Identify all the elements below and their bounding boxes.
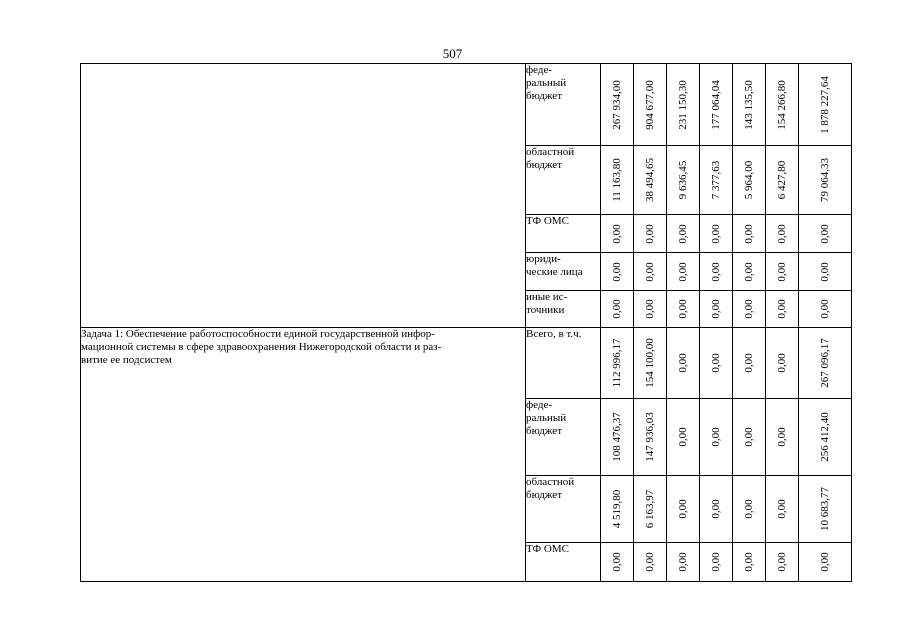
value-cell — [733, 399, 766, 476]
value-text: 0,00 — [819, 299, 831, 319]
funding-source-line: бюджет — [526, 425, 562, 437]
value-text: 0,00 — [710, 353, 722, 373]
value-cell — [700, 64, 733, 146]
value-cell — [634, 543, 667, 582]
value-text: 904 677,00 — [644, 79, 656, 130]
value-cell — [667, 476, 700, 543]
value-cell — [766, 253, 799, 291]
value-text: 0,00 — [677, 427, 689, 447]
value-text: 0,00 — [710, 499, 722, 519]
value-cell — [601, 399, 634, 476]
value-text: 0,00 — [710, 261, 722, 282]
budget-table — [80, 63, 852, 582]
value-text: 256 412,40 — [819, 412, 831, 462]
value-text: 143 135,50 — [743, 79, 755, 130]
value-text: 0,00 — [743, 261, 755, 282]
funding-source-cell — [526, 399, 601, 476]
task-description-line: мационной системы в сфере здравоохранения Нижегородской области и раз- — [81, 341, 442, 353]
value-text: 112 996,17 — [611, 338, 623, 388]
value-cell — [733, 64, 766, 146]
value-cell — [634, 64, 667, 146]
funding-source-cell — [526, 291, 601, 328]
value-text: 0,00 — [776, 552, 788, 572]
value-cell — [799, 253, 852, 291]
value-text: 0,00 — [819, 552, 831, 572]
task-description-line: витие ее подсистем — [81, 354, 172, 366]
value-cell — [799, 476, 852, 543]
funding-source-line: иные ис- — [526, 291, 568, 303]
value-cell — [667, 328, 700, 399]
value-cell — [634, 146, 667, 215]
value-text: 11 163,80 — [611, 158, 623, 202]
value-text: 177 064,04 — [710, 79, 722, 130]
funding-source-line: точники — [526, 304, 565, 316]
value-cell — [667, 146, 700, 215]
value-cell — [601, 146, 634, 215]
value-cell — [766, 291, 799, 328]
value-cell — [700, 291, 733, 328]
value-cell — [634, 253, 667, 291]
value-cell — [667, 215, 700, 253]
value-text: 0,00 — [776, 261, 788, 282]
value-text: 0,00 — [743, 353, 755, 373]
value-text: 0,00 — [776, 499, 788, 519]
value-text: 0,00 — [743, 427, 755, 447]
value-cell — [634, 399, 667, 476]
value-cell — [634, 215, 667, 253]
value-cell — [700, 476, 733, 543]
value-cell — [799, 399, 852, 476]
funding-source-cell — [526, 543, 601, 582]
value-text: 267 096,17 — [819, 338, 831, 388]
page-number: 507 — [442, 46, 463, 61]
value-text: 0,00 — [776, 299, 788, 319]
value-text: 0,00 — [677, 552, 689, 572]
value-cell — [601, 291, 634, 328]
funding-source-line: бюджет — [526, 90, 562, 102]
value-cell — [700, 543, 733, 582]
value-text: 0,00 — [677, 223, 689, 244]
value-cell — [634, 291, 667, 328]
funding-source-line: феде- — [526, 64, 553, 76]
funding-source-line: областной — [526, 476, 575, 488]
value-cell — [667, 543, 700, 582]
value-cell — [700, 399, 733, 476]
value-cell — [733, 253, 766, 291]
funding-source-line: бюджет — [526, 489, 562, 501]
value-cell — [601, 476, 634, 543]
value-text: 7 377,63 — [710, 160, 722, 200]
value-text: 0,00 — [677, 261, 689, 282]
value-cell — [733, 146, 766, 215]
value-text: 79 064,33 — [819, 158, 831, 202]
value-text: 38 494,65 — [644, 158, 656, 202]
value-text: 231 150,30 — [677, 79, 689, 130]
value-text: 154 100,00 — [644, 338, 656, 388]
value-cell — [733, 291, 766, 328]
value-cell — [700, 215, 733, 253]
funding-source-cell — [526, 215, 601, 253]
value-cell — [799, 291, 852, 328]
value-text: 0,00 — [611, 223, 623, 244]
value-text: 0,00 — [819, 223, 831, 244]
funding-source-line: ческие лица — [526, 266, 583, 278]
value-text: 0,00 — [644, 223, 656, 244]
funding-source-cell — [526, 253, 601, 291]
value-text: 0,00 — [743, 552, 755, 572]
value-cell — [667, 64, 700, 146]
funding-source-line: ральный — [526, 77, 567, 89]
funding-source-line: юриди- — [526, 253, 561, 265]
value-cell — [601, 215, 634, 253]
value-text: 0,00 — [710, 427, 722, 447]
value-cell — [667, 291, 700, 328]
value-text: 0,00 — [644, 261, 656, 282]
value-text: 4 519,80 — [611, 489, 623, 529]
task-description-cell — [81, 328, 526, 582]
funding-source-line: ральный — [526, 412, 567, 424]
value-text: 10 683,77 — [819, 487, 831, 531]
value-text: 1 878 227,64 — [819, 75, 831, 134]
value-text: 0,00 — [776, 353, 788, 373]
value-text: 0,00 — [644, 299, 656, 319]
value-cell — [601, 64, 634, 146]
funding-source-line: Всего, в т.ч. — [526, 328, 582, 340]
value-text: 147 936,03 — [644, 412, 656, 462]
value-text: 0,00 — [677, 353, 689, 373]
value-cell — [700, 253, 733, 291]
funding-source-cell — [526, 64, 601, 146]
value-cell — [601, 328, 634, 399]
table-row — [81, 64, 852, 146]
value-cell — [733, 215, 766, 253]
value-text: 0,00 — [710, 552, 722, 572]
value-cell — [700, 328, 733, 399]
funding-source-cell — [526, 146, 601, 215]
value-cell — [601, 253, 634, 291]
value-text: 0,00 — [776, 427, 788, 447]
funding-source-line: феде- — [526, 399, 553, 411]
value-text: 0,00 — [743, 223, 755, 244]
value-cell — [601, 543, 634, 582]
value-cell — [766, 543, 799, 582]
funding-source-cell — [526, 328, 601, 399]
value-cell — [733, 328, 766, 399]
value-text: 0,00 — [743, 299, 755, 319]
value-cell — [667, 399, 700, 476]
value-text: 5 964,00 — [743, 160, 755, 200]
value-text: 0,00 — [611, 299, 623, 319]
funding-source-cell — [526, 476, 601, 543]
value-text: 0,00 — [776, 223, 788, 244]
value-cell — [799, 543, 852, 582]
value-cell — [799, 215, 852, 253]
funding-source-line: областной — [526, 146, 575, 158]
value-text: 0,00 — [743, 499, 755, 519]
value-text: 0,00 — [710, 299, 722, 319]
value-text: 0,00 — [710, 223, 722, 244]
value-text: 0,00 — [611, 261, 623, 282]
value-cell — [799, 64, 852, 146]
value-text: 0,00 — [819, 261, 831, 282]
value-cell — [667, 253, 700, 291]
funding-source-line: ТФ ОМС — [526, 543, 569, 555]
value-cell — [700, 146, 733, 215]
value-cell — [799, 328, 852, 399]
value-text: 0,00 — [644, 552, 656, 572]
value-cell — [766, 476, 799, 543]
value-text: 6 163,97 — [644, 489, 656, 529]
table-row — [81, 328, 852, 399]
value-cell — [634, 476, 667, 543]
value-cell — [733, 543, 766, 582]
value-cell — [766, 399, 799, 476]
value-cell — [634, 328, 667, 399]
value-text: 6 427,80 — [776, 160, 788, 200]
value-text: 154 266,80 — [776, 79, 788, 130]
value-text: 0,00 — [677, 499, 689, 519]
funding-source-line: ТФ ОМС — [526, 215, 569, 227]
value-cell — [766, 64, 799, 146]
value-text: 108 476,37 — [611, 412, 623, 462]
value-cell — [766, 146, 799, 215]
value-text: 267 934,00 — [611, 79, 623, 130]
task-description-line: Задача 1: Обеспечение работоспособности единой государственной инфор- — [81, 328, 435, 340]
value-text: 0,00 — [611, 552, 623, 572]
value-text: 9 636,45 — [677, 160, 689, 200]
value-text: 0,00 — [677, 299, 689, 319]
value-cell — [766, 328, 799, 399]
value-cell — [799, 146, 852, 215]
empty-description-cell — [81, 64, 526, 328]
value-cell — [733, 476, 766, 543]
funding-source-line: бюджет — [526, 159, 562, 171]
value-cell — [766, 215, 799, 253]
